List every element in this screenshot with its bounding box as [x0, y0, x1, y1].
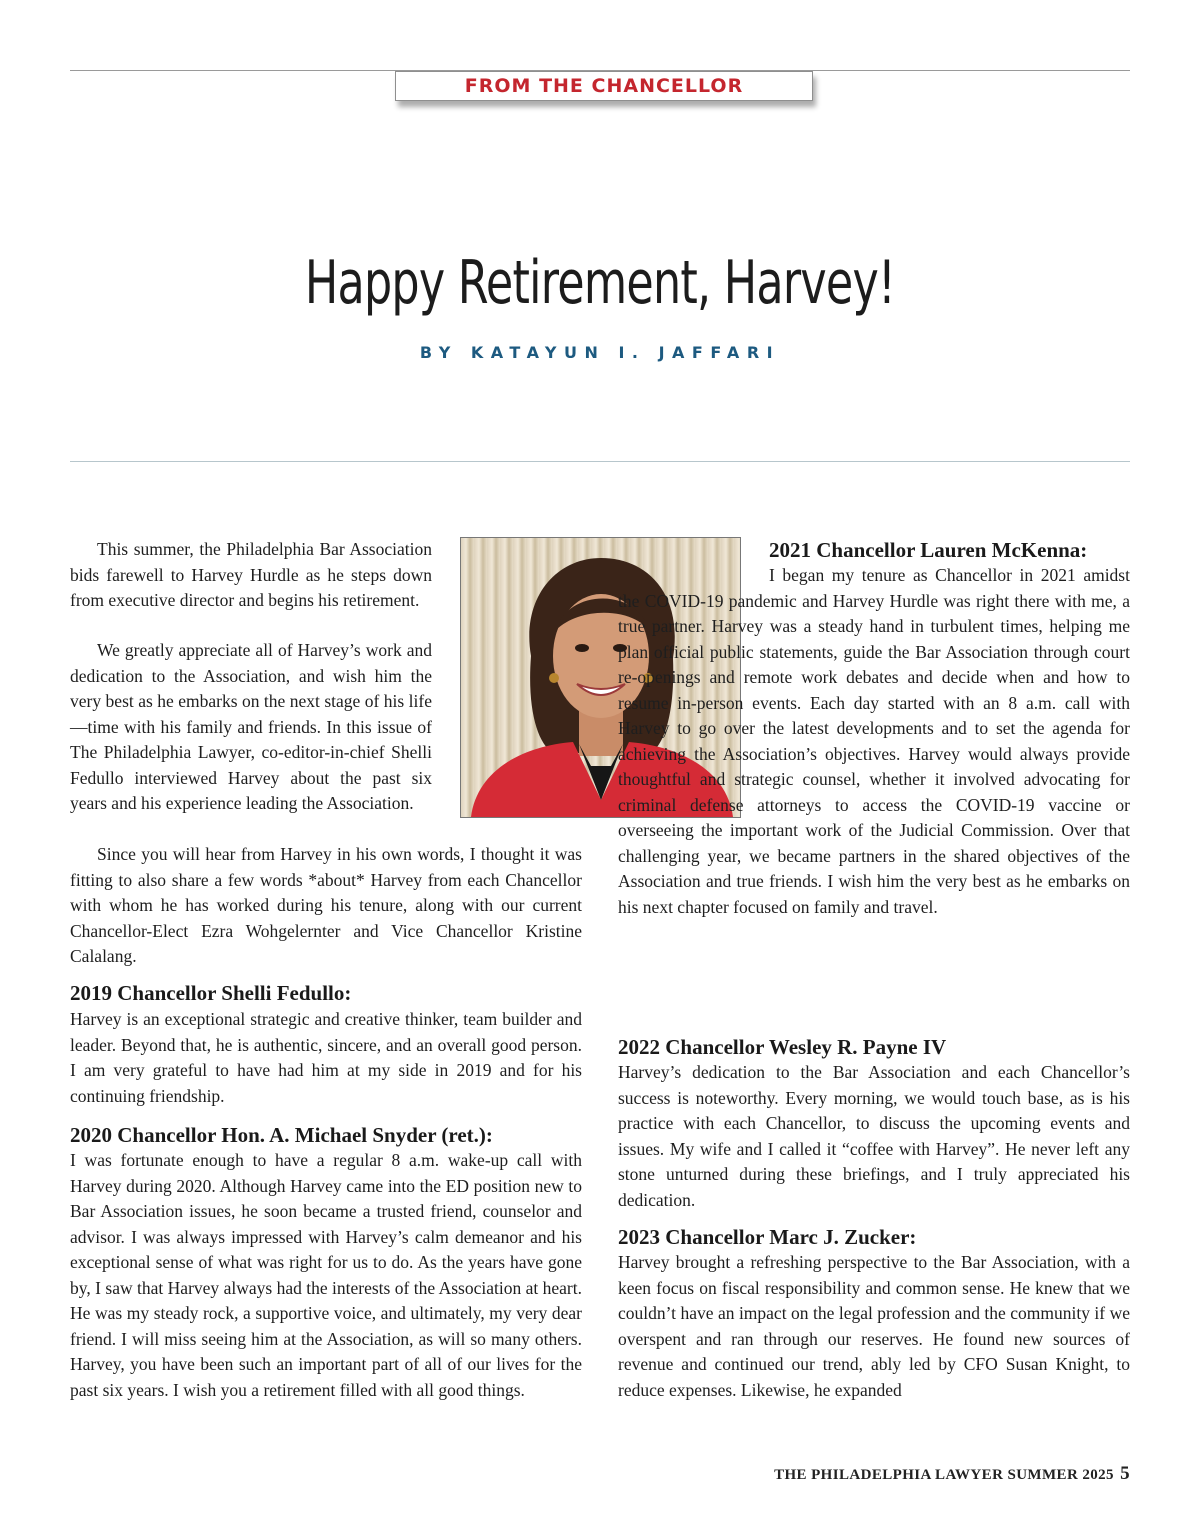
page-number: 5 [1120, 1463, 1130, 1484]
tribute-heading-2022: 2022 Chancellor Wesley R. Payne IV [618, 1035, 947, 1059]
article-title: Happy Retirement, Harvey! [304, 248, 896, 318]
tribute-heading-2020: 2020 Chancellor Hon. A. Michael Snyder (ret.): [70, 1123, 493, 1147]
tribute-text-2021: I began my tenure as Chancellor in 2021 amidst the COVID-19 pandemic and Harvey Hurdle was right there with me, a true partner. Harvey was a steady hand in turbulent times, helping me plan official public statements, guide the Bar Association through court re-openings and remote work debates and decide when and how to resume in-person events. Each day started with an 8 a.m. call with Harvey to go over the latest developments and to set the agenda for achieving the Association’s objectives. Harvey would always provide thoughtful and strategic counsel, whether it involved advocating for criminal defense attorneys to access the COVID-19 vaccine or overseeing the important work of the Judicial Commission. Over that challenging year, we became partners in the shared objectives of the Association and true friends. I wish him the very best as he embarks on his next chapter focused on family and travel. [618, 565, 1130, 917]
tribute-heading-2021: 2021 Chancellor Lauren McKenna: [769, 538, 1088, 562]
page-footer [774, 1463, 1130, 1485]
tribute-text-2019: Harvey is an exceptional strategic and creative thinker, team builder and leader. Beyond that, he is authentic, sincere, and an overall good person. I am very grateful to have had him at my side in 2019 and for his continuing friendship. [70, 1009, 582, 1106]
byline: BY KATAYUN I. JAFFARI [419, 343, 781, 362]
tribute-heading-2023: 2023 Chancellor Marc J. Zucker: [618, 1225, 917, 1249]
intro-paragraph-2: We greatly appreciate all of Harvey’s work and dedication to the Association, and wish him the very best as he embarks on the next stage of his life—time with his family and friends. In this issue of The Philadelphia Lawyer, co-editor-in-chief Shelli Fedullo interviewed Harvey about the past six years and his experience leading the Association. [70, 640, 432, 813]
divider-rule [70, 461, 1130, 462]
tribute-text-2022: Harvey’s dedication to the Bar Association and each Chancellor’s success is noteworthy. Every morning, we would touch base, as is his practice with each Chancellor, to discuss the upcoming events and issues. My wife and I called it “coffee with Harvey”. He never left any stone unturned during these briefings, and I truly appreciated his dedication. [618, 1062, 1130, 1210]
tribute-text-2023: Harvey brought a refreshing perspective to the Bar Association, with a keen focus on fiscal responsibility and common sense. He knew that we couldn’t have an impact on the legal profession and the community if we overspent and ran through our reserves. He found new sources of revenue and continued our trend, ably led by CFO Susan Knight, to reduce expenses. Likewise, he expanded [618, 1252, 1130, 1400]
tribute-heading-2019: 2019 Chancellor Shelli Fedullo: [70, 981, 352, 1005]
intro-paragraph-1: This summer, the Philadelphia Bar Association bids farewell to Harvey Hurdle as he steps down from executive director and begins his retirement. [70, 539, 432, 610]
section-label: FROM THE CHANCELLOR [395, 71, 813, 101]
intro-paragraph-3: Since you will hear from Harvey in his own words, I thought it was fitting to also share a few words *about* Harvey from each Chancellor with whom he has worked during his tenure, along with our current Chancellor-Elect Ezra Wohgelernter and Vice Chancellor Kristine Calalang. [70, 844, 582, 966]
tribute-text-2020: I was fortunate enough to have a regular 8 a.m. wake-up call with Harvey during 2020. Although Harvey came into the ED position new to Bar Association issues, he soon became a trusted friend, counselor and advisor. I was always impressed with Harvey’s calm demeanor and his exceptional sense of what was right for us to do. As the years have gone by, I saw that Harvey always had the interests of the Association at heart. He was my steady rock, a supportive voice, and ultimately, my very dear friend. I will miss seeing him at the Association, as will so many others. Harvey, you have been such an important part of all of our lives for the past six years. I wish you a retirement filled with all good things. [70, 1150, 582, 1400]
publication-name: THE PHILADELPHIA LAWYER SUMMER 2025 [774, 1467, 1114, 1483]
